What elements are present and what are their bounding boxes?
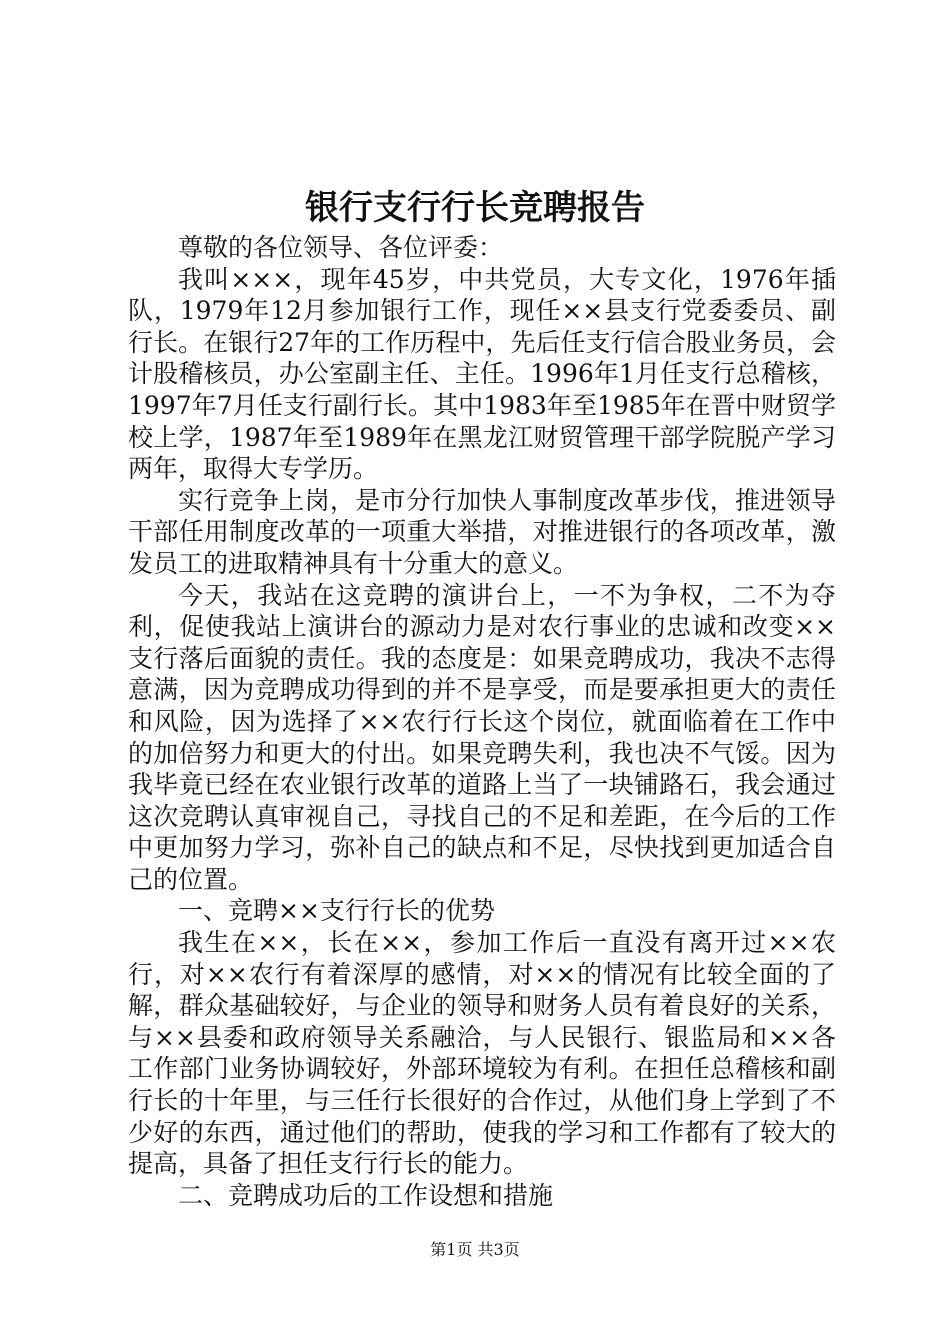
- section-heading-plans: 二、竞聘成功后的工作设想和措施: [178, 1180, 554, 1210]
- reform-significance-paragraph: 实行竞争上岗，是市分行加快人事制度改革步伐，推进领导干部任用制度改革的一项重大举措，对推进银行的各项改革，激发员工的进取精神具有十分重大的意义。: [128, 485, 836, 578]
- advantages-paragraph: 我生在××，长在××，参加工作后一直没有离开过××农行，对××农行有着深厚的感情，对××的情况有比较全面的了解，群众基础较好，与企业的领导和财务人员有着良好的关系，与××县委和政府领导关系融洽，与人民银行、银监局和××各工作部门业务协调较好，外部环境较为有利。在担任总稽核和副行长的十年里，与三任行长很好的合作过，从他们身上学到了不少好的东西，通过他们的帮助，使我的学习和工作都有了较大的提高，具备了担任支行行长的能力。: [128, 928, 836, 1179]
- document-title: 银行支行行长竞聘报告: [305, 188, 645, 228]
- self-introduction-paragraph: 我叫×××，现年45岁，中共党员，大专文化，1976年插队，1979年12月参加银行工作，现任××县支行党委委员、副行长。在银行27年的工作历程中，先后任支行信合股业务员，会计股稽核员，办公室副主任、主任。1996年1月任支行总稽核，1997年7月任支行副行长。其中1983年至1985年在晋中财贸学校上学，1987年至1989年在黑龙江财贸管理干部学院脱产学习两年，取得大专学历。: [128, 264, 836, 484]
- page-footer: 第1页 共3页: [430, 1240, 520, 1259]
- document-body: [128, 232, 836, 1211]
- salutation-paragraph: 尊敬的各位领导、各位评委：: [178, 233, 504, 262]
- attitude-paragraph: 今天，我站在这竞聘的演讲台上，一不为争权，二不为夺利，促使我站上演讲台的源动力是对农行事业的忠诚和改变××支行落后面貌的责任。我的态度是：如果竞聘成功，我决不志得意满，因为竞聘成功得到的并不是享受，而是要承担更大的责任和风险，因为选择了××农行行长这个岗位，就面临着在工作中的加倍努力和更大的付出。如果竞聘失利，我也决不气馁。因为我毕竟已经在农业银行改革的道路上当了一块铺路石，我会通过这次竞聘认真审视自己，寻找自己的不足和差距，在今后的工作中更加努力学习，弥补自己的缺点和不足，尽快找到更加适合自己的位置。: [128, 580, 836, 894]
- section-heading-advantages: 一、竞聘××支行行长的优势: [178, 896, 495, 926]
